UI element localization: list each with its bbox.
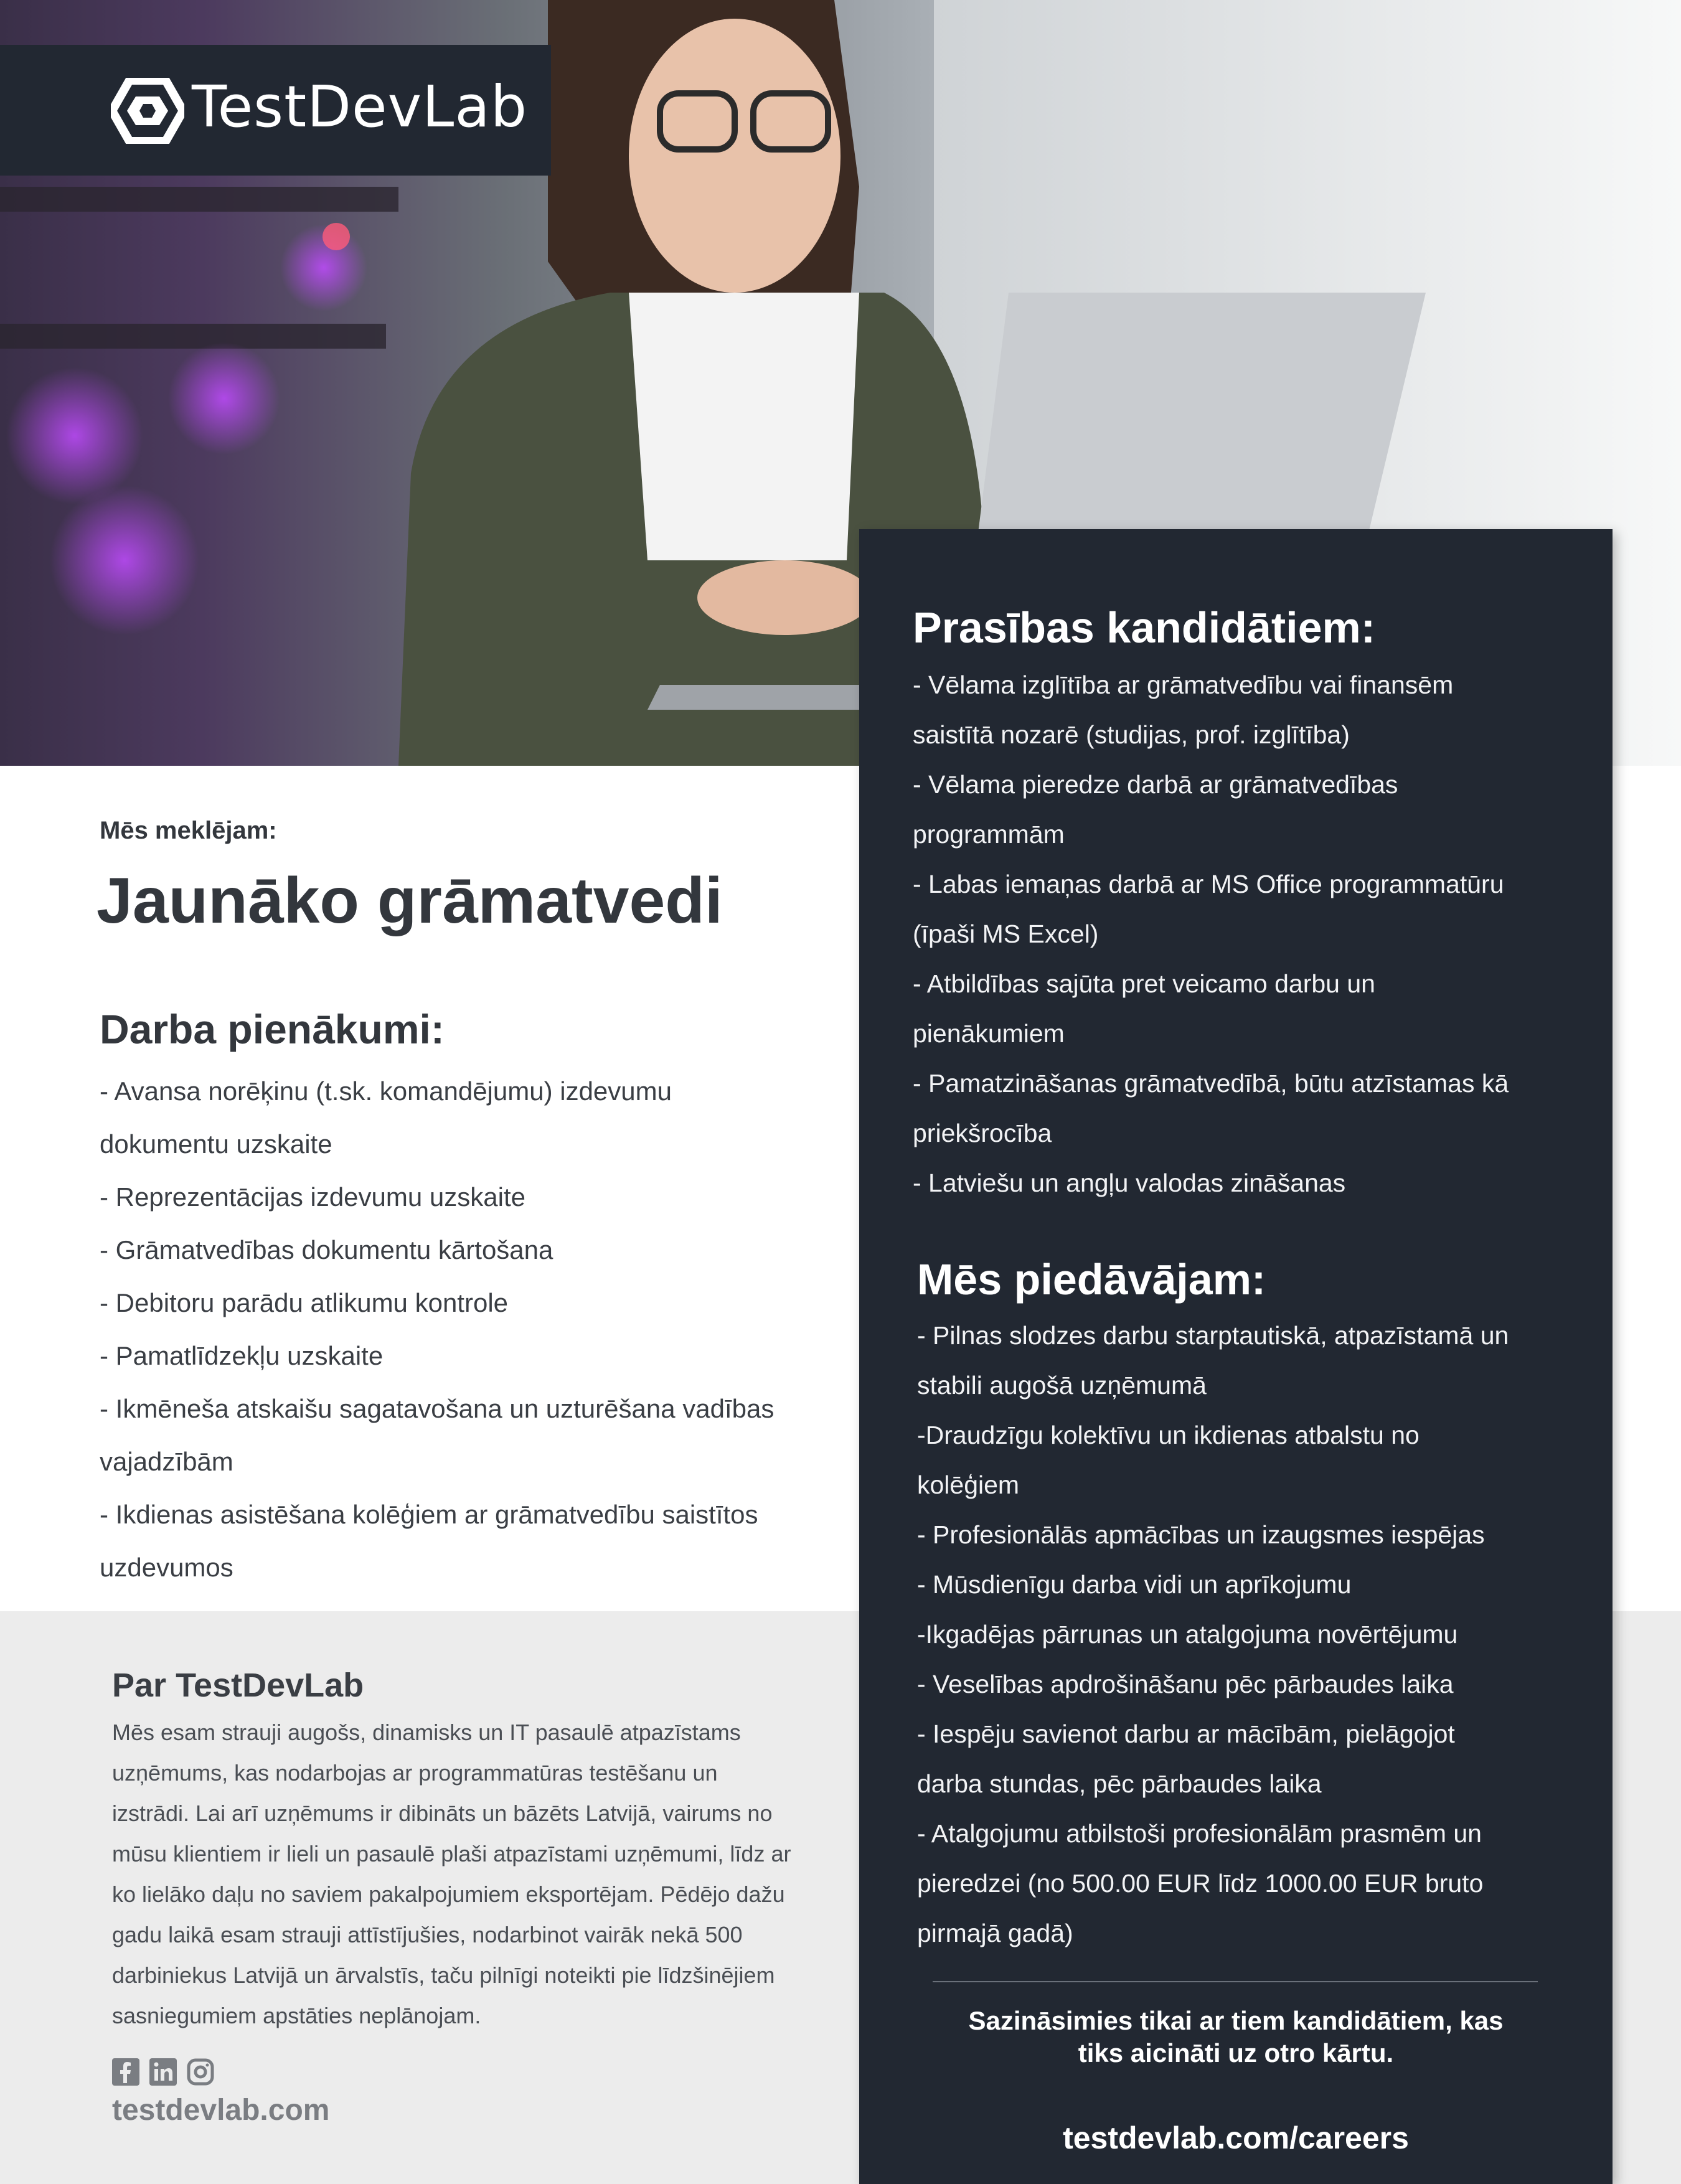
list-item: - Ikdienas asistēšana kolēģiem ar grāmatvedību saistītos: [100, 1500, 758, 1529]
requirements-heading: Prasības kandidātiem:: [913, 603, 1376, 652]
contact-note-line: tiks aicināti uz otro kārtu.: [1078, 2038, 1394, 2068]
list-item: - Veselības apdrošināšanu pēc pārbaudes laika: [917, 1670, 1454, 1698]
list-item: programmām: [913, 820, 1065, 849]
list-item: - Pamatlīdzekļu uzskaite: [100, 1341, 384, 1370]
contact-note-line: Sazināsimies tikai ar tiem kandidātiem, kas: [968, 2006, 1504, 2035]
list-item: pirmajā gadā): [917, 1919, 1073, 1947]
list-item: - Atalgojumu atbilstoši profesionālām prasmēm un: [917, 1819, 1482, 1848]
job-title: Jaunāko grāmatvedi: [97, 865, 723, 937]
list-item: - Labas iemaņas darbā ar MS Office programmatūru: [913, 870, 1504, 898]
seeking-label: Mēs meklējam:: [100, 817, 277, 844]
list-item: - Vēlama izglītība ar grāmatvedību vai finansēm: [913, 671, 1454, 699]
contact-note: [921, 2005, 1550, 2069]
list-item: dokumentu uzskaite: [100, 1129, 332, 1159]
divider: [933, 1981, 1538, 1982]
list-item: uzdevumos: [100, 1553, 233, 1582]
testdevlab-logo-icon: [111, 78, 184, 144]
list-item: (īpaši MS Excel): [913, 920, 1099, 948]
list-item: - Iespēju savienot darbu ar mācībām, pielāgojot: [917, 1720, 1455, 1748]
requirements-list: [913, 660, 1573, 1208]
list-item: - Mūsdienīgu darba vidi un aprīkojumu: [917, 1570, 1352, 1599]
list-item: - Grāmatvedības dokumentu kārtošana: [100, 1235, 553, 1264]
list-item: -Draudzīgu kolektīvu un ikdienas atbalstu no: [917, 1421, 1420, 1449]
list-item: saistītā nozarē (studijas, prof. izglītība): [913, 720, 1350, 749]
list-item: - Avansa norēķinu (t.sk. komandējumu) izdevumu: [100, 1076, 672, 1106]
duties-list: [100, 1065, 828, 1594]
list-item: - Pilnas slodzes darbu starptautiskā, atpazīstamā un: [917, 1321, 1509, 1350]
about-heading: Par TestDevLab: [112, 1667, 364, 1704]
careers-link[interactable]: testdevlab.com/careers: [1063, 2120, 1409, 2155]
list-item: - Atbildības sajūta pret veicamo darbu un: [913, 969, 1375, 998]
offer-heading: Mēs piedāvājam:: [917, 1255, 1266, 1304]
instagram-icon[interactable]: [187, 2058, 214, 2086]
list-item: pieredzei (no 500.00 EUR līdz 1000.00 EUR bruto: [917, 1869, 1484, 1898]
duties-heading: Darba pienākumi:: [100, 1006, 445, 1052]
facebook-icon[interactable]: [112, 2058, 139, 2086]
website-link[interactable]: testdevlab.com: [112, 2094, 330, 2127]
list-item: - Vēlama pieredze darbā ar grāmatvedības: [913, 770, 1398, 799]
list-item: stabili augošā uzņēmumā: [917, 1371, 1207, 1400]
logo-wordmark: TestDevLab: [192, 73, 528, 140]
list-item: - Latviešu un angļu valodas zināšanas: [913, 1169, 1346, 1197]
list-item: - Profesionālās apmācības un izaugsmes iespējas: [917, 1520, 1485, 1549]
list-item: pienākumiem: [913, 1019, 1065, 1048]
list-item: - Ikmēneša atskaišu sagatavošana un uzturēšana vadības: [100, 1394, 775, 1423]
list-item: - Debitoru parādu atlikumu kontrole: [100, 1288, 509, 1317]
linkedin-icon[interactable]: [149, 2058, 177, 2086]
list-item: vajadzībām: [100, 1447, 233, 1476]
social-links: [112, 2058, 214, 2086]
list-item: darba stundas, pēc pārbaudes laika: [917, 1769, 1322, 1798]
list-item: -Ikgadējas pārrunas un atalgojuma novērtējumu: [917, 1620, 1458, 1649]
logo-bar: [0, 45, 551, 176]
list-item: - Reprezentācijas izdevumu uzskaite: [100, 1182, 525, 1212]
list-item: - Pamatzināšanas grāmatvedībā, būtu atzīstamas kā: [913, 1069, 1509, 1098]
list-item: kolēģiem: [917, 1471, 1020, 1499]
about-text: Mēs esam strauji augošs, dinamisks un IT pasaulē atpazīstams uzņēmums, kas nodarbojas ar programmatūras testēšanu un izstrādi. Lai arī uzņēmums ir dibināts un bāzēts Latvijā, vairums no mūsu klientiem ir lieli un pasaulē plaši atpazīstami uzņēmumi, līdz ar ko lielāko daļu no saviem pakalpojumiem eksportējam. Pēdējo dažu gadu laikā esam strauji attīstījušies, nodarbinot vairāk nekā 500 darbiniekus Latvijā un ārvalstīs, taču pilnīgi noteikti pie līdzšinējiem sasniegumiem apstāties neplānojam.: [112, 1720, 791, 2028]
info-panel: [859, 529, 1613, 2184]
list-item: priekšrocība: [913, 1119, 1052, 1147]
offer-list: [917, 1311, 1577, 1958]
